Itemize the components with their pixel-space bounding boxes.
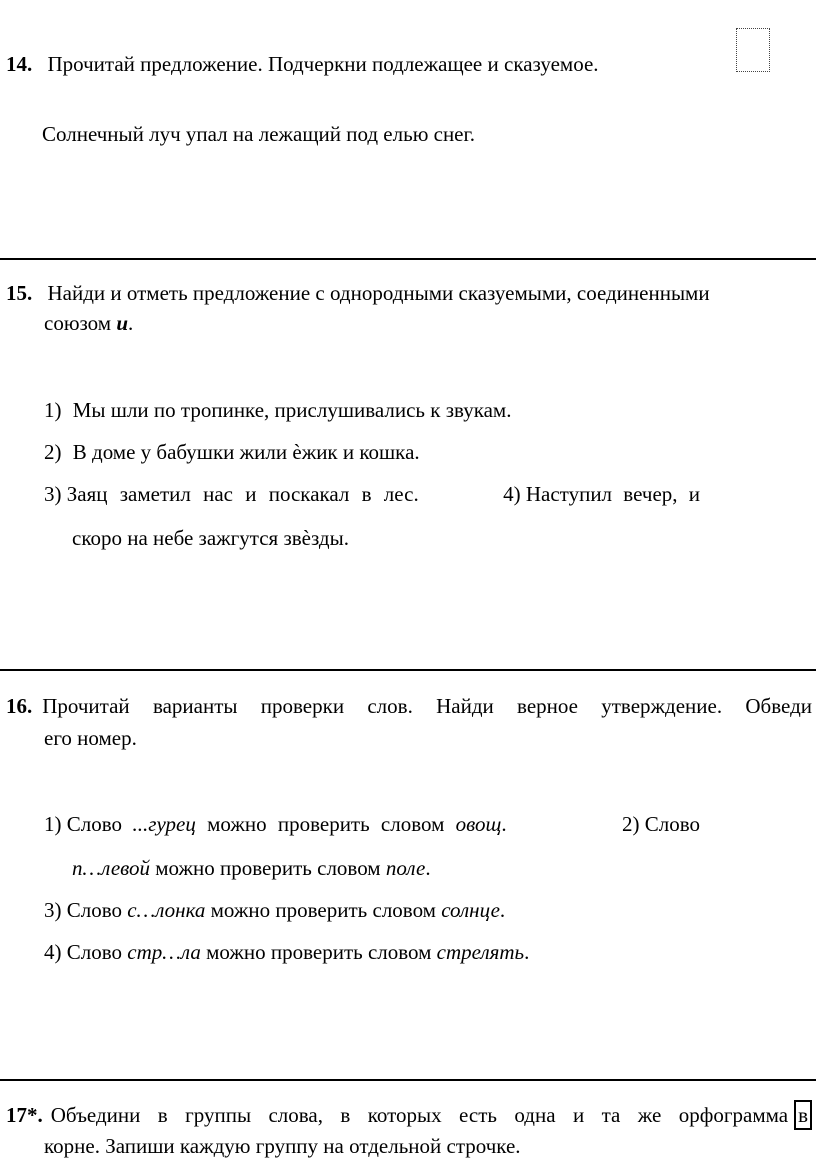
test-word: стр…ла — [127, 940, 201, 964]
question-16-task — [6, 694, 812, 719]
option-4[interactable] — [44, 940, 529, 965]
question-15-task — [6, 281, 710, 306]
option-text: Заяц заметил нас и поскакал в лес. — [66, 482, 419, 506]
question-17-task — [6, 1100, 812, 1130]
option-2[interactable] — [622, 812, 700, 837]
question-15-task-line2 — [44, 311, 133, 336]
option-text: . — [524, 940, 530, 964]
test-word: п…левой — [72, 856, 151, 880]
option-text: Наступил вечер, и — [525, 482, 700, 506]
option-text: можно проверить словом — [200, 940, 437, 964]
option-1[interactable] — [44, 812, 507, 837]
question-14-task — [6, 52, 599, 77]
option-text: Слово — [644, 812, 700, 836]
option-text: Слово — [66, 898, 128, 922]
option-number: 3) — [44, 482, 62, 506]
divider — [0, 258, 816, 260]
option-text: . — [425, 856, 431, 880]
check-word: солнце — [441, 898, 500, 922]
divider — [0, 669, 816, 671]
option-number: 3) — [44, 898, 62, 922]
option-text: Слово — [66, 812, 128, 836]
option-number: 1) — [44, 812, 62, 836]
option-1[interactable] — [44, 398, 511, 423]
option-4-continued: скоро на небе зажгутся звѐзды. — [72, 526, 349, 550]
option-4[interactable] — [503, 482, 700, 507]
option-text: . — [501, 812, 507, 836]
option-text: можно проверить словом — [205, 898, 442, 922]
question-number: 15. — [6, 281, 33, 305]
option-2-continued — [72, 856, 431, 881]
option-1-2-line — [44, 812, 700, 837]
check-word: поле — [385, 856, 426, 880]
option-text: можно проверить словом — [195, 812, 456, 836]
question-number: 17*. — [6, 1102, 43, 1127]
test-word: с…лонка — [127, 898, 206, 922]
check-word: овощ — [455, 812, 502, 836]
question-number: 14. — [6, 52, 33, 76]
option-text: В доме у бабушки жили ѐжик и кошка. — [72, 440, 420, 464]
option-text: Слово — [66, 940, 128, 964]
question-14-sentence: Солнечный луч упал на лежащий под елью снег. — [42, 122, 476, 146]
boxed-letter: в — [794, 1100, 812, 1130]
option-3[interactable] — [44, 482, 419, 507]
task-text: союзом — [44, 311, 117, 335]
answer-box[interactable] — [736, 28, 770, 72]
option-number: 4) — [503, 482, 521, 506]
question-number: 16. — [6, 694, 33, 718]
task-text: Найди и отметь предложение с однородными сказуемыми, соединенными — [47, 281, 710, 305]
option-number: 4) — [44, 940, 62, 964]
option-3-4-line — [44, 482, 700, 507]
task-text: Объедини в группы слова, в которых есть одна и та же орфограмма — [50, 1102, 789, 1127]
option-3[interactable] — [44, 898, 505, 923]
option-number: 2) — [44, 440, 62, 464]
task-text: Прочитай варианты проверки слов. Найди верное утверждение. Обведи — [42, 694, 812, 718]
option-text: . — [499, 898, 506, 922]
divider — [0, 1079, 816, 1081]
option-2[interactable] — [44, 440, 420, 465]
option-number: 1) — [44, 398, 62, 422]
option-text: Мы шли по тропинке, прислушивались к звукам. — [72, 398, 512, 422]
option-text: можно проверить словом — [150, 856, 386, 880]
check-word: стрелять — [436, 940, 525, 964]
test-word: ...гурец — [132, 812, 196, 836]
question-17-task-line2: корне. Запиши каждую группу на отдельной строчке. — [44, 1134, 521, 1158]
task-text: . — [128, 311, 134, 335]
task-text: Прочитай предложение. Подчеркни подлежащее и сказуемое. — [47, 52, 599, 76]
emphasis-letter: и — [116, 311, 129, 335]
question-16-task-line2: его номер. — [44, 726, 137, 750]
option-number: 2) — [621, 812, 640, 836]
